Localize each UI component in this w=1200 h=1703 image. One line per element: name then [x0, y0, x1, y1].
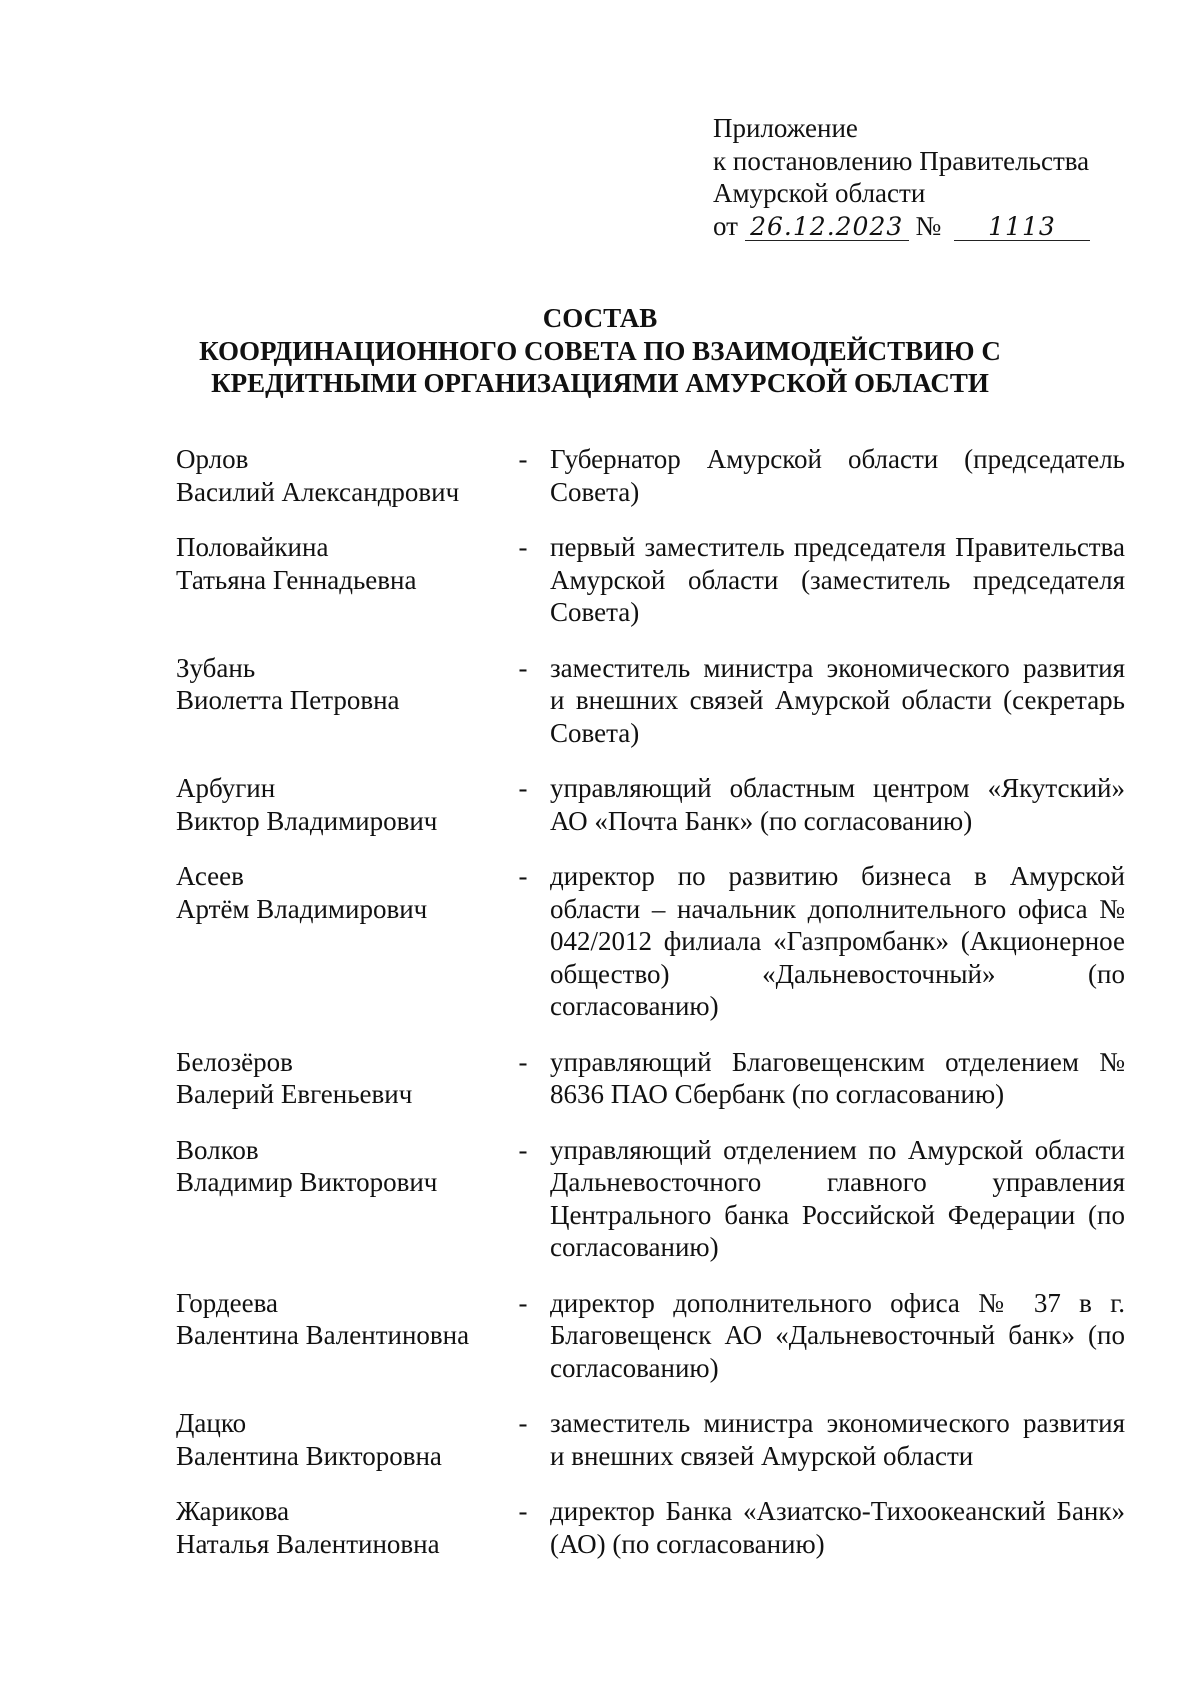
member-given-name: Артём Владимирович [176, 893, 428, 924]
member-given-name: Виктор Владимирович [176, 805, 438, 836]
member-role: управляющий Благовещенским отделением № 8636 ПАО Сбербанк (по согласованию) [550, 1046, 1125, 1109]
member-name [176, 652, 496, 717]
member-dash: - [518, 444, 528, 474]
member-name [176, 1407, 496, 1472]
member-surname: Орлов [176, 444, 249, 474]
member-role: управляющий областным центром «Якутский» АО «Почта Банк» (по согласованию) [550, 773, 1125, 836]
appendix-reference: к постановлению Правительства [713, 145, 1090, 176]
member-role: директор по развитию бизнеса в Амурской области – начальник дополнительного офиса № 042/2012 филиала «Газпромбанк» (Акционерное общество) «Дальневосточный» (по согласованию) [550, 861, 1125, 1021]
appendix-block [713, 112, 1090, 242]
member-surname: Гордеева [176, 1287, 278, 1318]
document-title [150, 302, 1050, 400]
member-role: первый заместитель председателя Правительства Амурской области (заместитель председателя Совета) [550, 532, 1125, 627]
member-dash: - [518, 532, 528, 562]
appendix-date-line [713, 210, 1090, 243]
member-row [176, 652, 1131, 750]
member-row [176, 772, 1131, 837]
member-surname: Белозёров [176, 1046, 293, 1077]
member-surname: Асеев [176, 861, 244, 891]
member-name [176, 1134, 496, 1199]
member-dash: - [518, 773, 528, 803]
member-surname: Зубань [176, 652, 256, 683]
member-dash: - [518, 1287, 528, 1318]
number-prefix: № [915, 210, 942, 241]
member-row [176, 531, 1131, 629]
title-line-1: СОСТАВ [542, 303, 658, 333]
title-line-3: КРЕДИТНЫМИ ОРГАНИЗАЦИЯМИ АМУРСКОЙ ОБЛАСТИ [211, 368, 989, 398]
handwritten-number: 1113 [954, 214, 1090, 241]
appendix-region: Амурской области [713, 178, 926, 208]
member-surname: Половайкина [176, 532, 329, 562]
member-surname: Арбугин [176, 773, 276, 803]
member-role: директор Банка «Азиатско-Тихоокеанский Банк» (АО) (по согласованию) [550, 1496, 1125, 1559]
appendix-label: Приложение [713, 113, 858, 143]
member-name [176, 1495, 496, 1560]
member-given-name: Наталья Валентиновна [176, 1528, 440, 1559]
member-row [176, 1407, 1131, 1472]
member-surname: Волков [176, 1134, 259, 1165]
member-dash: - [518, 652, 528, 683]
member-given-name: Владимир Викторович [176, 1167, 438, 1197]
member-name [176, 1287, 496, 1352]
member-role: управляющий отделением по Амурской области Дальневосточного главного управления Центрального банка Российской Федерации (по согласованию) [550, 1134, 1125, 1262]
member-row [176, 1134, 1131, 1264]
member-role: заместитель министра экономического развития и внешних связей Амурской области [550, 1408, 1125, 1471]
member-surname: Дацко [176, 1408, 247, 1438]
member-name [176, 772, 496, 837]
member-surname: Жарикова [176, 1496, 290, 1526]
members-list [176, 443, 1131, 1583]
member-row [176, 860, 1131, 1023]
member-given-name: Василий Александрович [176, 476, 460, 507]
member-dash: - [518, 1046, 528, 1077]
member-given-name: Виолетта Петровна [176, 685, 400, 715]
member-dash: - [518, 1408, 528, 1438]
member-given-name: Валерий Евгеньевич [176, 1079, 413, 1109]
member-row [176, 1287, 1131, 1385]
member-row [176, 1046, 1131, 1111]
member-dash: - [518, 1496, 528, 1526]
member-given-name: Татьяна Геннадьевна [176, 564, 417, 595]
member-row [176, 1495, 1131, 1560]
member-dash: - [518, 861, 528, 891]
handwritten-date: 26.12.2023 [745, 214, 909, 241]
member-name [176, 443, 496, 508]
member-row [176, 443, 1131, 508]
date-prefix: от [713, 210, 738, 241]
member-role: заместитель министра экономического развития и внешних связей Амурской области (секретарь Совета) [550, 652, 1125, 748]
title-line-2: КООРДИНАЦИОННОГО СОВЕТА ПО ВЗАИМОДЕЙСТВИЮ С [199, 335, 1001, 366]
member-role: Губернатор Амурской области (председатель Совета) [550, 444, 1125, 507]
member-role: директор дополнительного офиса № 37 в г. Благовещенск АО «Дальневосточный банк» (по согласованию) [550, 1287, 1125, 1383]
member-name [176, 531, 496, 596]
member-given-name: Валентина Викторовна [176, 1440, 442, 1471]
member-dash: - [518, 1134, 528, 1165]
member-given-name: Валентина Валентиновна [176, 1320, 470, 1350]
member-name [176, 860, 496, 925]
member-name [176, 1046, 496, 1111]
